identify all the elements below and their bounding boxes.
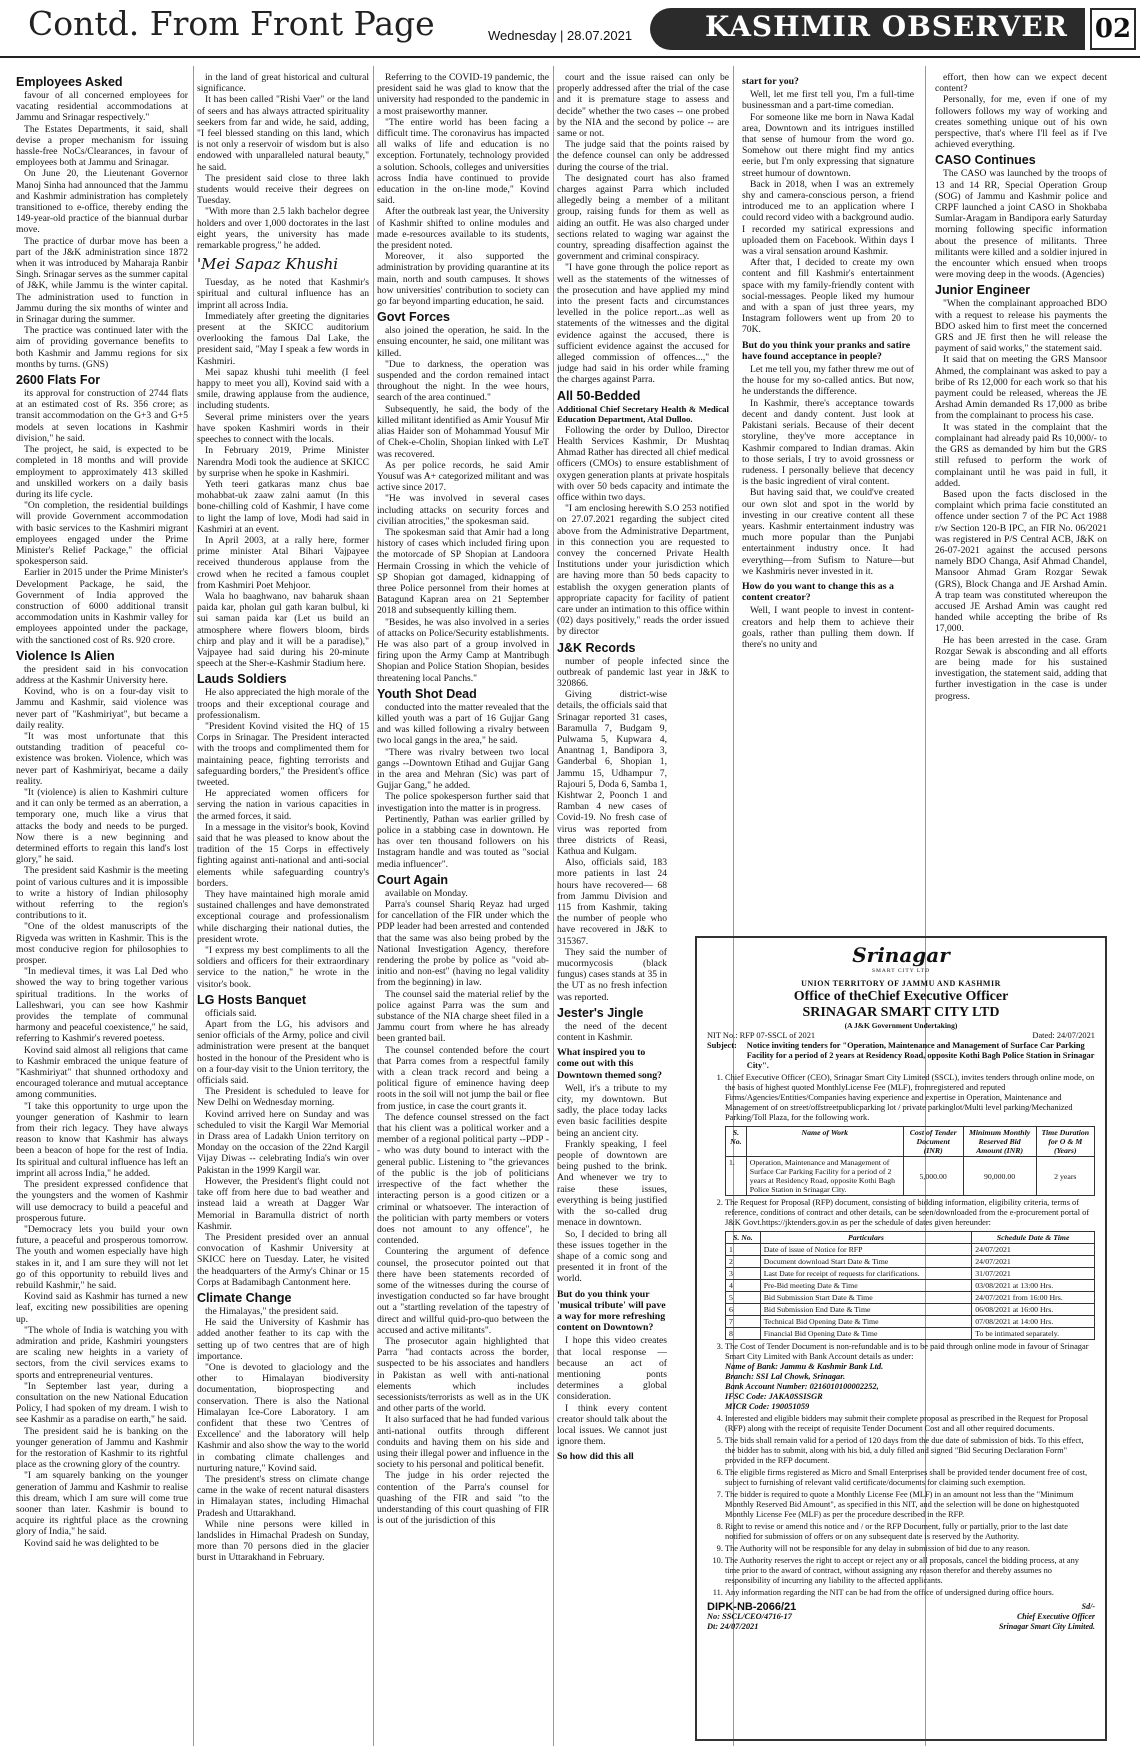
- page-number: 02: [1090, 8, 1136, 50]
- bank-ifsc: IFSC Code: JAKA0SSISGR: [725, 1392, 823, 1401]
- table-cell: 5: [726, 1292, 761, 1304]
- paragraph: the need of the decent content in Kashmir.: [557, 1020, 667, 1044]
- paragraph: Back in 2018, when I was an extremely shy and camera-conscious person, a friend introduced me to an application where I could record video with a background audio. I recorded my satirical expressions and uploaded them on Facebook. Within days I was a viral sensation around Kashmir.: [742, 178, 914, 258]
- headline: Climate Change: [197, 1290, 292, 1305]
- paragraph: Pertinently, Pathan was earlier grilled by police in a stabbing case in downtown. He has over ten thousand followers on his Instagram handle and was touted as "social media influencer".: [377, 813, 549, 870]
- paragraph: The president said he is banking on the younger generation of Jammu and Kashmir for the restoration of Kashmir to its rightful place as the crowning glory of the country.: [16, 1425, 188, 1471]
- headline: All 50-Bedded: [557, 388, 641, 403]
- paragraph: "I express my best compliments to all the soldiers and officers for their extraordinary service to the nation," he wrote in the visitor's book.: [197, 945, 369, 990]
- paragraph: number of people infected since the outbreak of pandemic last year in J&K to 320866.: [557, 655, 729, 689]
- dipk-number: DIPK-NB-2066/21: [707, 1601, 797, 1613]
- paragraph: "The entire world has been facing a difficult time. The coronavirus has impacted all walks of life and education is no exception. Fortunately, technology provided a solution. Schools, colleges and universities across India have continued to provide education in the on-line mode," Kovind said.: [377, 116, 549, 207]
- table-row: [726, 1268, 1095, 1280]
- paragraph: also joined the operation, he said. In the ensuing encounter, he said, one militant was killed.: [377, 325, 549, 359]
- table-cell: 7: [726, 1316, 761, 1328]
- paragraph: He said the University of Kashmir has added another feather to its cap with the setting up of two centres that are of high importance.: [197, 1317, 369, 1362]
- paragraph: "He was involved in several cases including attacks on security forces and civilian atrocities," the spokesman said.: [377, 493, 549, 527]
- paragraph: Yeth teeri gatkaras manz chus bae mohabbat-uk zaaw zalni aamut (In this bone-chilling cold of Kashmir, I have come to light the lamp of love, Modi had said in Kashmiri at an event.: [197, 478, 369, 535]
- paragraph: But having said that, we could've created our own slot and spot in the world by investing in our creative content all these years. Kashmir entertainment industry was much more popular than the Punjabi entertainment industry once. It had everything—from Sufism to Nature—but we Kashmiris never invested in it.: [742, 487, 914, 577]
- table-cell: 03/08/2021 at 13:00 Hrs.: [972, 1280, 1095, 1292]
- sd-mark: Sd/-: [1081, 1602, 1095, 1611]
- subject-line: [707, 1041, 1095, 1071]
- paragraph: Personally, for me, even if one of my followers follows my way of working and creates something unique out of his own perspective, that's where I'll feel as if I've achieved everything.: [935, 94, 1107, 151]
- paragraph: It also surfaced that he had funded various anti-national outfits through different conduits and having them on his side and using their illegal power and influence in the society to his personal and political benefit.: [377, 1414, 549, 1471]
- paragraph: Mei sapaz khushi tuhi meelith (I feel happy to meet you all), Kovind said with a smile, drawing applause from the audience, including students.: [197, 366, 369, 412]
- clause: 10. The Authority reserves the right to accept or reject any or all proposals, cancel the bidding process, at any time prior to the award of contract, without assigning any reason therefor and thereby assumes no responsibility of incurring any liability to the affected applicants.: [725, 1556, 1095, 1586]
- table-cell: 24/07/2021 from 16:00 Hrs.: [972, 1292, 1095, 1304]
- paragraph: "I have gone through the police report as well as the statements of the witnesses of the prosecution and have applied my mind into the present facts and circumstances levelled in the police report...as well as statements of the witnesses and the digital evidence against the accused, there is sufficient evidence against the accused for alleged commission of offences...," the judge had said in his order while framing the charges against Parra.: [557, 262, 729, 386]
- table-row: [726, 1256, 1095, 1268]
- subject-text: Notice inviting tenders for "Operation, Maintenance and Management of Surface Car Parking Facility for a period of 2 years at Residency Road, opposite Kothi Bagh Police Station in Srinagar City".: [746, 1041, 1095, 1070]
- table-cell: 1: [726, 1244, 761, 1256]
- paragraph: the president said in his convocation address at the Kashmir University here.: [16, 663, 188, 686]
- smart-city-logo: Srinagar: [852, 943, 950, 967]
- paragraph: In February 2019, Prime Minister Narendra Modi took the audience at SKICC by surprise when he spoke in Kashmiri.: [197, 445, 369, 479]
- article-column-1: [16, 72, 188, 1742]
- paragraph: As per police records, he said Amir Yousuf was A+ categorized militant and was active since 2017.: [377, 459, 549, 494]
- paragraph: He has been arrested in the case. Gram Rozgar Sewak is absconding and all efforts are being made for his sustained investigation, the statement said, adding that further investigation in the case is under progress.: [935, 634, 1107, 702]
- paragraph: They said the number of mucormycosis (black fungus) cases stands at 35 in the UT as no fresh infection was reported.: [557, 946, 667, 1003]
- paragraph: the Himalayas," the president said.: [205, 1305, 339, 1317]
- table-cell: 6: [726, 1304, 761, 1316]
- headline: Junior Engineer: [935, 283, 1031, 298]
- paragraph: "There was rivalry between two local gangs --Downtown Etihad and Gujjar Gang in the area and Mehran (Sic) was part of Gujjar Gang," he added.: [377, 746, 549, 792]
- table-header-row: [726, 1127, 1095, 1157]
- headline: CASO Continues: [935, 153, 1036, 168]
- paragraph: Immediately after greeting the dignitaries present at the SKICC auditorium overlooking the famous Dal Lake, the president said, "May I speak a few words in Kashmiri.: [197, 310, 369, 367]
- table-cell: 2: [726, 1256, 761, 1268]
- bank-account: Bank Account Number: 0216010100002252,: [725, 1382, 879, 1391]
- table-cell: Operation, Maintenance and Management of Surface Car Parking Facility for a period of 2 years at Residency Road, opposite Kothi Bagh Police Station in Srinagar City.: [746, 1157, 903, 1196]
- ad-footer: [707, 1602, 1095, 1632]
- paragraph: The counsel said the material relief by the police against Parra was the sum and substance of the NIA charge sheet filed in a Jammu court from where he has already been granted bail.: [377, 988, 549, 1045]
- page-header: [0, 0, 1140, 58]
- paragraph: Well, let me first tell you, I'm a full-time businessman and a part-time comedian.: [742, 89, 914, 112]
- clause: 11. Any information regarding the NIT can be had from the office of undersigned during office hours.: [725, 1588, 1095, 1598]
- section-title: Contd. From Front Page: [28, 4, 435, 43]
- paragraph: "One is devoted to glaciology and the other to Himalayan biodiversity documentation, bioprospecting and conservation. There is also the National Himalayan Ice-Core Laboratory. I am confident that these two 'Centres of Excellence' and the laboratory will help Kashmir and also show the way to the world in combating climate challenges and nurturing nature," Kovind said.: [197, 1361, 369, 1474]
- paragraph: In Kashmir, there's acceptance towards decent and dandy content. Just look at Pakistani serials. Because of their decent storyline, they've more acceptance in Kashmir compared to Indian dramas. Akin to those serials, I try to avoid grossness or rudeness. I personally believe that decency is the basic ingredient of viral content.: [742, 397, 914, 488]
- paragraph: "President Kovind visited the HQ of 15 Corps in Srinagar. The President interacted with the troops and complimented them for maintaining peace, fighting terrorists and safeguarding borders," the President's office tweeted.: [197, 720, 369, 788]
- paragraph: Kovind said as Kashmir has turned a new leaf, exciting new possibilities are opening up.: [16, 1291, 188, 1325]
- paragraph: It has been called "Rishi Vaer" or the land of seers and has always attracted spirituality seekers from far and wide, he said, adding, "I feel blessed standing on this land, which is not only a reservoir of wisdom but is also endowed with unparalleled natural beauty," he said.: [197, 94, 369, 173]
- paragraph: available on Monday.: [385, 887, 468, 899]
- ref-date: Dt: 24/07/2021: [707, 1622, 759, 1631]
- headline: 2600 Flats For: [16, 373, 101, 388]
- paragraph: Well, I want people to invest in content-creators and help them to achieve their goals, rather than pulling them down. If there's no unity and: [742, 605, 914, 650]
- table-cell: 1.: [726, 1157, 747, 1196]
- table-header-row: [726, 1232, 1095, 1244]
- signatory-org: Srinagar Smart City Limited.: [998, 1622, 1095, 1631]
- paragraph: conducted into the matter revealed that the killed youth was a part of 16 Gujjar Gang and was killed following a rivalry between two local gangs in the area," he said.: [377, 701, 549, 747]
- paragraph: It was stated in the complaint that the complainant had already paid Rs 10,000/- to the GRS as demanded by him but the GRS still refused to perform the work of complainant until he was paid in full, it added.: [935, 421, 1107, 489]
- paragraph: "I take this opportunity to urge upon the younger generation of Kashmir to learn from their rich legacy. They have always reason to know that Kashmir has always been a beacon of hope for the rest of India. Its spiritual and cultural influence has left an imprint all across India," he added.: [16, 1100, 188, 1179]
- paragraph: Moreover, it also supported the administration by providing quarantine at its main, north and south campuses. It shows how universities' contribution to society can go far beyond imparting education, he said.: [377, 251, 549, 308]
- paragraph: The President presided over an annual convocation of Kashmir University at SKICC here on Tuesday. Later, he visited the headquarters of the Army's Chinar or 15 Corps at Badamibagh Cantonment here.: [197, 1231, 369, 1288]
- headline: 'Mei Sapaz Khushi: [197, 255, 339, 274]
- paragraph: The police spokesperson further said that investigation into the matter is in progress.: [377, 791, 549, 814]
- headline: Violence Is Alien: [16, 648, 115, 663]
- paragraph: Let me tell you, my father threw me out of the house for my so-called antics. But now, he understands the difference.: [742, 364, 914, 398]
- headline: Youth Shot Dead: [377, 686, 477, 701]
- table-cell: 5,000.00: [903, 1157, 963, 1196]
- ref-number: No: SSCL/CEO/4716-17: [707, 1612, 792, 1621]
- article-column-5: [742, 72, 914, 927]
- paragraph: The Estates Departments, it said, shall devise a proper mechanism for issuing hassle-free NoCs/Clearances, in favour of employees both at Jammu and Srinagar.: [16, 123, 188, 169]
- paragraph: The president said close to three lakh students would receive their degrees on Tuesday.: [197, 172, 369, 207]
- table-cell: 3: [726, 1268, 761, 1280]
- paragraph: "In medieval times, it was Lal Ded who showed the way to bring together various spiritual traditions. In the works of Lalleshwari, you can see how Kashmir provides the template of communal harmony and peaceful coexistence," he said, referring to Kashmir's revered poetess.: [16, 966, 188, 1045]
- column-divider: [193, 66, 194, 1746]
- headline: Employees Asked: [16, 75, 123, 89]
- paragraph: The practice of durbar move has been a part of the J&K administration since 1872 when it was introduced by Maharaja Ranbir Singh. Srinagar serves as the summer capital of J&K, while Jammu is the winter capital. The administration used to function in Jammu during the six months of winter and in Srinagar during the summer.: [16, 235, 188, 326]
- signatory-title: Chief Executive Officer: [1016, 1612, 1095, 1621]
- table-cell: Pre-Bid meeting Date & Time: [760, 1280, 972, 1292]
- signature-block: [999, 1602, 1095, 1632]
- column-header: Cost of Tender Document (INR): [903, 1127, 963, 1157]
- paragraph: Subsequently, he said, the body of the killed militant identified as Amir Yousuf Mir alias Haider son of Mohammad Yousuf Mir of Chek-e-Cholin, Shopian linked with LeT was recovered.: [377, 403, 549, 460]
- paragraph: After the outbreak last year, the University of Kashmir shifted to online modules and made e-resources available to its students, the president noted.: [377, 206, 549, 252]
- paragraph: "It was most unfortunate that this outstanding tradition of peaceful co-existence was broken. Violence, which was never part of Kashmiriyat, became a daily reality.: [16, 730, 188, 787]
- interview-question: What inspired you to come out with this Downtown themed song?: [557, 1047, 663, 1081]
- clause: 4. Interested and eligible bidders may submit their complete proposal as prescribed in the Request for Proposal (RFP) along with the receipt of requisite Tender Document Cost and all other required documents.: [725, 1414, 1095, 1434]
- clause: 5. The bids shall remain valid for a period of 120 days from the due date of submission of bids. To this effect, the bidder has to submit, along with his bid, a duly filled and signed "Bid Securing Declaration Form" provided in the RFP document.: [725, 1436, 1095, 1466]
- clause: 9. The Authority will not be responsible for any delay in submission of bid due to any reason.: [725, 1544, 1095, 1554]
- paragraph: Kovind said almost all religions that came to Kashmir embraced the unique feature of "Kashmiriyat" that shunned orthodoxy and encouraged tolerance and mutual acceptance among communities.: [16, 1044, 188, 1101]
- table-cell: Bid Submission End Date & Time: [760, 1304, 972, 1316]
- table-cell: To be intimated separately.: [972, 1328, 1095, 1340]
- paragraph: I hope this video creates that local response — because an act of mentioning ponts determines a global consideration.: [557, 1335, 667, 1403]
- office-title: Office of theChief Executive Officer: [793, 989, 1009, 1004]
- paragraph: Based upon the facts disclosed in the complaint which prima facie constituted an offence under section 7 of the PC Act 1988 r/w Section 120-B IPC, an FIR No. 06/2021 was registered in P/S Central ACB, J&K on 26-07-2021 against the accused persons namely BDO Changa, Asif Ahmad Chandel, Mansoor Ahmad Gram Rozgar Sewak (GRS), Block Changa and JE Arshad Amin. A trap team was constituted whereupon the accused JE Arshad Amin was caught red handed while accepting the bribe of Rs 17,000.: [935, 488, 1107, 635]
- paragraph: Countering the argument of defence counsel, the prosecutor pointed out that there have been statements recorded of some of the witnesses during the course of investigation conducted so far have brought out a "startling revelation of the tapestry of direct and willful quid-pro-quo between the accused and active militants".: [377, 1246, 549, 1336]
- table-cell: Date of issue of Notice for RFP: [760, 1244, 972, 1256]
- company-title: SRINAGAR SMART CITY LTD: [802, 1005, 1000, 1020]
- paragraph: He appreciated women officers for serving the nation in various capacities in the armed forces, it said.: [197, 788, 369, 822]
- nit-date: Dated: 24/07/2021: [1032, 1031, 1095, 1040]
- paragraph: The CASO was launched by the troops of 13 and 14 RR, Special Operation Group (SOG) of Jammu and Kashmir police and CRPF launched a joint CASO in Shokbaba Sumlar-Aragam in Bandipora early Saturday morning following specific information about the presence of militants. Three militants were killed and a soldier injured in the encounter which ensued when troops were moving deep in the woods. (Agencies): [935, 168, 1107, 281]
- clause-text: Chief Executive Officer (CEO), Srinagar Smart City Limited (SSCL), invites tenders through online mode, on the basis of highest quoted MonthlyLicense Fee (MLF), fromregistered and reputed Firms/Agencies/Entities/Companies having experience and expertise in Operation, Maintenance and Management of on street/offstreetpublicparking lot / private parkinglot/Multi level parking/Mechanized Parking/Toll Plaza, for the following work.: [725, 1073, 1095, 1122]
- logo-subtitle: SMART CITY LTD: [871, 968, 931, 974]
- column-header: Time Duration for O & M (Years): [1036, 1127, 1094, 1157]
- bank-branch: Branch: SSI Lal Chowk, Srinagar.: [725, 1372, 846, 1381]
- ut-heading: UNION TERRITORY OF JAMMU AND KASHMIR: [801, 979, 1001, 988]
- work-table: [725, 1126, 1095, 1196]
- table-cell: 24/07/2021: [972, 1256, 1095, 1268]
- table-row: [726, 1157, 1095, 1196]
- paragraph: Apart from the LG, his advisors and senior officials of the Army, police and civil administration were present at the banquet hosted in the honour of the President who is on a four-day visit to the Union territory, the officials said.: [197, 1019, 369, 1087]
- nit-line: [707, 1031, 1095, 1041]
- table-cell: 4: [726, 1280, 761, 1292]
- table-cell: 07/08/2021 at 14:00 Hrs.: [972, 1316, 1095, 1328]
- column-header: S. No.: [726, 1127, 747, 1157]
- table-row: [726, 1280, 1095, 1292]
- headline: Lauds Soldiers: [197, 672, 287, 687]
- table-cell: Financial Bid Opening Date & Time: [760, 1328, 972, 1340]
- nit-number: NIT No.: RFP 07-SSCL of 2021: [707, 1031, 816, 1040]
- clause-text: The Cost of Tender Document is non-refundable and is to be paid through online mode in favour of Srinagar Smart City Limited with Bank Account details as under:: [725, 1342, 1089, 1361]
- bank-micr: MICR Code: 190051059: [725, 1402, 810, 1411]
- paragraph: "Besides, he was also involved in a series of attacks on Police/Security establishments. He was also part of a group involved in firing upon the Army Camp at Mantribugh Shopian and Police Station Shopian, besides threatening local Panchs.": [377, 616, 549, 684]
- paragraph: effort, then how can we expect decent content?: [935, 72, 1107, 95]
- interview-question: How do you want to change this as a content creator?: [742, 580, 894, 604]
- paragraph: So, I decided to bring all these issues together in the shape of a comic song and presented it in front of the world.: [557, 1228, 667, 1285]
- table-cell: Last Date for receipt of requests for clarifications.: [760, 1268, 972, 1280]
- paragraph: Frankly speaking, I feel people of downtown are being pushed to the brink. And whenever we try to raise these issues, everything is being justified with the so-called drug menace in downtown.: [557, 1138, 667, 1229]
- table-cell: 8: [726, 1328, 761, 1340]
- interview-question: But do you think your 'musical tribute' will pave a way for more refreshing content on Downtown?: [557, 1288, 666, 1334]
- paragraph: Wala ho baaghwano, nav baharuk shaan paida kar, pholan gul gath karan bulbul, ki sui saman paida kar (Let us build an atmosphere where flowers bloom, birds chirp and play and it will be a paradise)," Vajpayee had said during his 20-minute speech at the Sher-e-Kashmir Stadium here.: [197, 590, 369, 670]
- column-divider: [373, 66, 374, 1746]
- table-cell: 06/08/2021 at 16:00 Hrs.: [972, 1304, 1095, 1316]
- paragraph: "It (violence) is alien to Kashmiri culture and it can only be termed as an aberration, a temporary one, much like a virus that attacks the body and needs to be purged. Now there is a new beginning and determined efforts to regain this land's lost glory," he said.: [16, 786, 188, 866]
- table-row: [726, 1316, 1095, 1328]
- paragraph: The spokesman said that Amir had a long history of cases which included firing upon the motorcade of SP Shopian at Landoora Hermain Crossing in which the vehicle of SP Shopian got damaged, kidnapping of three Police personnel from their homes at Batagund Kapran area on 21 September 2018 and subsequently killing them.: [377, 526, 549, 617]
- footer-left: [707, 1602, 796, 1632]
- paragraph: Kovind arrived here on Sunday and was scheduled to visit the Kargil War Memorial in Drass area of Ladakh Union territory on Monday on the occasion of the 22nd Kargil Vijay Diwas -- celebrating India's win over Pakistan in the 1999 Kargil war.: [197, 1108, 369, 1176]
- paragraph: The judge in his order rejected the contention of the Parra's counsel for quashing of the FIR and said "to the understanding of this court quashing of FIR is out of the jurisdiction of this: [377, 1470, 549, 1527]
- paragraph: The president's stress on climate change came in the wake of recent natural disasters in Himalayan states, including Himachal Pradesh and Uttarakhand.: [197, 1473, 369, 1519]
- paragraph: "On completion, the residential buildings will provide Government accommodation with basic services to the Kashmiri migrant employees engaged under the Prime Minister's Relief Package," the official spokesperson said.: [16, 500, 188, 568]
- paragraph: The president said Kashmir is the meeting point of various cultures and it is impossible to write a history of Indian philosophy without referring to the region's contributions to it.: [16, 865, 188, 922]
- tender-clauses: [719, 1073, 1095, 1598]
- clause: [725, 1198, 1095, 1340]
- paragraph: The President is scheduled to leave for New Delhi on Wednesday morning.: [197, 1086, 369, 1109]
- paragraph: The president expressed confidence that the youngsters and the women of Kashmir will use democracy to build a peaceful and prosperous future.: [16, 1179, 188, 1224]
- paragraph: I think every content creator should talk about the local issues. We cannot just ignore them.: [557, 1402, 667, 1448]
- column-header: Minimum Monthly Reserved Bid Amount (INR): [963, 1127, 1036, 1157]
- headline: J&K Records: [557, 640, 636, 655]
- schedule-table: [725, 1231, 1095, 1340]
- paragraph: The designated court has also framed charges against Parra which included allegedly being a member of a militant group, raising funds for them as well as aiding an outfit. He was also charged under sections related to waging war against the country, spreading disaffection against the government and criminal conspiracy.: [557, 172, 729, 263]
- column-header: S. No.: [726, 1232, 761, 1244]
- interview-question: But do you think your pranks and satire have found acceptance in people?: [742, 339, 911, 362]
- paragraph: He also appreciated the high morale of the troops and their exceptional courage and professionalism.: [197, 687, 369, 721]
- paragraph: court and the issue raised can only be properly addressed after the trial of the case and it is premature stage to assess and decide" whether the two cases -- one probed by the NIA and the second by police -- are same or not.: [557, 72, 729, 140]
- paragraph: Following the order by Dulloo, Director Health Services Kashmir, Dr Mushtaq Ahmad Rather has directed all chief medical officers (CMOs) to ensure establishment of oxygen generation plants at private hospitals with over 50 beds capacity and intimate the office within two days.: [557, 424, 729, 503]
- bank-name: Name of Bank: Jammu & Kashmir Bank Ltd.: [725, 1362, 884, 1371]
- subject-label: Subject:: [707, 1041, 737, 1050]
- paragraph: The prosecutor again highlighted that Parra "had contacts across the border, suspected to be his associates and handlers in Pakistan as well with anti-national elements which includes secessionists/terrorists as well as in the UK and other parts of the world.: [377, 1335, 549, 1415]
- paragraph: After that, I decided to create my own content and fill Kashmir's entertainment space with my family-friendly content with social-messages. People liked my humour and with a span of just three years, my Instagram followers went up from 20 to 70K.: [742, 257, 914, 336]
- table-row: [726, 1292, 1095, 1304]
- paragraph: Also, officials said, 183 more patients in last 24 hours have recovered— 68 from Jammu Division and 115 from Kashmir, taking the number of people who have recovered in J&K to 315367.: [557, 857, 667, 947]
- tender-advertisement: [695, 936, 1107, 1741]
- paragraph: "In September last year, during a consultation on the new National Education Policy, I had spoken of my dream. I wish to see Kashmir as a paradise on earth," he said.: [16, 1380, 188, 1426]
- paragraph: While nine persons were killed in landslides in Himachal Pradesh on Sunday, more than 70 persons died in the glacier burst in Uttarakhand in February.: [197, 1518, 369, 1564]
- paragraph: "I am squarely banking on the younger generation of Jammu and Kashmir to realise this dream, which I am sure will come true sooner than later. Kashmir is bound to acquire its rightful place as the crowning glory of India," he said.: [16, 1470, 188, 1538]
- paragraph: Earlier in 2015 under the Prime Minister's Development Package, he said, the Government of India approved the construction of 6000 additional transit accommodation units in Kashmir valley for employees appointed under the package, with the sanctioned cost of Rs. 920 crore.: [16, 567, 188, 646]
- paragraph: The project, he said, is expected to be completed in 18 months and will provide employment to approximately 413 skilled and unskilled workers on a daily basis during its life cycle.: [16, 444, 188, 500]
- article-column-3: [377, 72, 549, 1742]
- paragraph: The judge said that the points raised by the defence counsel can only be addressed during the course of the trial.: [557, 139, 729, 173]
- paragraph: "I am enclosing herewith S.O 253 notified on 27.07.2021 regarding the subject cited above from the Administrative Department, in this connection you are requested to convey the concerned Private Health Institutions under your jurisdiction which are having more than 50 beds capacity to establish the oxygen generation plants of appropriate capacity for facility of patient care under an intimation to this office within (02) days positively," reads the order issued by director: [557, 503, 729, 638]
- paragraph: The defence counsel stressed on the fact that his client was a political worker and a member of a regional political party --PDP -- who was duty bound to interact with the general public. Listening to "the grievances of the public is the job of politicians irrespective of the fact whether the interacting person is a good citizen or a criminal or whatsoever. The interaction of the politician with party members or voters does not amount to any offence", he contended.: [377, 1111, 549, 1247]
- table-cell: Document download Start Date & Time: [760, 1256, 972, 1268]
- interview-question: start for you?: [742, 76, 799, 87]
- paragraph: On June 20, the Lieutenant Governor Manoj Sinha had announced that the Jammu and Kashmir administration has completely transitioned to e-office, thereby ending the 149-year-old practice of the biannual durbar move.: [16, 168, 188, 236]
- paragraph: "Due to darkness, the operation was suspended and the cordon remained intact throughout the night. In the wee hours, search of the area continued.": [377, 358, 549, 404]
- paragraph: in the land of great historical and cultural significance.: [197, 72, 369, 95]
- paragraph: Referring to the COVID-19 pandemic, the president said he was glad to know that the university had responded to the pandemic in a most praiseworthy manner.: [377, 72, 549, 117]
- headline: LG Hosts Banquet: [197, 992, 307, 1007]
- clause: 6. The eligible firms registered as Micro and Small Enterprises shall be provided tender document free of cost, subject to furnishing of relevant valid certificate/documents for claiming such exemption.: [725, 1468, 1095, 1488]
- paragraph: However, the President's flight could not take off from here due to bad weather and instead laid a wreath at Dagger War Memorial in Baramulla district of north Kashmir.: [197, 1175, 369, 1232]
- paragraph: Tuesday, as he noted that Kashmir's spiritual and cultural influence has an imprint all across India.: [197, 277, 369, 311]
- headline: Court Again: [377, 872, 449, 887]
- paragraph: "When the complainant approached BDO with a request to release his payments the BDO asked him to first meet the concerned GRS and JE first then he will release the payment of said works," the statement said.: [935, 298, 1107, 355]
- paragraph: Several prime ministers over the years have spoken Kashmiri words in their speeches to connect with the locals.: [197, 411, 369, 446]
- paragraph: officials said.: [205, 1007, 257, 1019]
- undertaking-note: (A J&K Government Undertaking): [844, 1021, 958, 1030]
- column-header: Schedule Date & Time: [972, 1232, 1095, 1244]
- table-row: [726, 1328, 1095, 1340]
- paragraph: "With more than 2.5 lakh bachelor degree holders and over 1,000 doctorates in the last eight years, the university has made remarkable progress," he added.: [197, 206, 369, 252]
- column-divider: [553, 66, 554, 1746]
- paragraph: They have maintained high morale amid sustained challenges and have demonstrated exceptional courage and professionalism while discharging their national duties, the president wrote.: [197, 889, 369, 945]
- table-cell: Bid Submission Start Date & Time: [760, 1292, 972, 1304]
- paragraph: Kovind said he was delighted to be: [24, 1537, 159, 1549]
- table-cell: Technical Bid Opening Date & Time: [760, 1316, 972, 1328]
- paragraph: The counsel contended before the court that Parra comes from a respectful family with a clean track record and being a political figure of eminence having deep roots in the soil will not jump the bail or flee from justice, in case the court grants it.: [377, 1044, 549, 1112]
- interview-question: So how did this all: [557, 1451, 634, 1463]
- paragraph: For someone like me born in Nawa Kadal area, Downtown and its intrigues instilled that sense of humour from the word go. Somehow out there might find my antics eerie, but I'm only expressing that signature street humour of downtown.: [742, 111, 914, 179]
- table-cell: 2 years: [1036, 1157, 1094, 1196]
- paragraph: Well, it's a tribute to my city, my downtown. But sadly, the place today lacks even basic facilities despite being an ancient city.: [557, 1082, 667, 1139]
- paragraph: Giving district-wise details, the officials said that Srinagar reported 31 cases, Baramulla 7, Budgam 9, Pulwama 5, Kupwara 4, Anantnag 1, Bandipora 3, Ganderbal 6, Shopian 1, Jammu 15, Udhampur 7, Rajouri 5, Doda 6, Samba 1, Kishtwar 2, Poonch 1 and Ramban 4 new cases of Covid-19. No fresh case of virus was reported from three districts of Reasi, Kathua and Kulgam.: [557, 689, 667, 857]
- subhead: Additional Chief Secretary Health & Medical Education Department, Atal Dulloo.: [557, 403, 729, 425]
- clause: [725, 1342, 1095, 1412]
- paragraph: favour of all concerned employees for vacating residential accommodations at Jammu and Srinagar respectively.": [16, 90, 188, 124]
- paragraph: Parra's counsel Shariq Reyaz had urged for cancellation of the FIR under which the PDP leader had been arrested and contended that the same was also being probed by the National Investigation Agency, therefore rendering the probe by police as "void ab-initio and non-est" (having no legal validity from the beginning) in law.: [377, 899, 549, 989]
- table-cell: 90,000.00: [963, 1157, 1036, 1196]
- paragraph: "The whole of India is watching you with admiration and pride, Kashmiri youngsters are scaling new heights in a variety of sectors, from the civil services exams to sports and entrepreneurial ventures.: [16, 1324, 188, 1381]
- clause: [725, 1073, 1095, 1196]
- paragraph: "Democracy lets you build your own future, a peaceful and prosperous tomorrow. The youth and women especially have high stakes in it, and I am sure they will not let go of this opportunity to rebuild lives and rebuild Kashmir," he said.: [16, 1223, 188, 1291]
- paragraph: It said that on meeting the GRS Mansoor Ahmed, the complainant was asked to pay a bribe of Rs 12,000 for each work so that his payment could be released, whereas the JE Arshad Amin demanded Rs 17,000 as bribe from the complainant to process his case.: [935, 354, 1107, 422]
- bank-details: [725, 1362, 1095, 1412]
- column-header: Particulars: [760, 1232, 972, 1244]
- issue-date: Wednesday | 28.07.2021: [488, 28, 633, 43]
- table-cell: 24/07/2021: [972, 1244, 1095, 1256]
- clause: 8. Right to revise or amend this notice and / or the RFP Document, fully or partially, prior to the last date notified for submission of offers or on any subsequent date is reserved by the Authority.: [725, 1522, 1095, 1542]
- column-header: Name of Work: [746, 1127, 903, 1157]
- paper-name: KASHMIR OBSERVER: [705, 10, 1068, 43]
- article-column-2: [197, 72, 369, 1742]
- article-column-6: [935, 72, 1107, 927]
- headline: Jester's Jingle: [557, 1005, 644, 1020]
- paragraph: Kovind, who is on a four-day visit to Jammu and Kashmir, said violence was never part of "Kashmiriyat", but became a daily reality.: [16, 686, 188, 731]
- paragraph: In a message in the visitor's book, Kovind said that he was pleased to know about the tradition of the 15 Corps in effectively fighting against anti-national and anti-social elements while safeguarding country's borders.: [197, 821, 369, 889]
- paragraph: The practice was continued later with the aim of providing governance benefits to both Kashmir and Jammu regions for six months by turns. (GNS): [16, 325, 188, 370]
- table-row: [726, 1304, 1095, 1316]
- narrow-text-block: [557, 689, 667, 1462]
- paragraph: In April 2003, at a rally here, former prime minister Atal Bihari Vajpayee received thunderous applause from the crowd when he recited a famous couplet from Kashmiri Poet Mehjoor.: [197, 534, 369, 591]
- table-cell: 31/07/2021: [972, 1268, 1095, 1280]
- table-row: [726, 1244, 1095, 1256]
- clause: 7. The bidder is required to quote a Monthly License Fee (MLF) in an amount not less than the "Minimum Monthly Reserved Bid Amount", as specified in this NIT, and the selection will be done on highestquoted Monthly License Fee (MLF) as per the procedure described in the RFP.: [725, 1490, 1095, 1520]
- headline: Govt Forces: [377, 310, 450, 325]
- paragraph: its approval for construction of 2744 flats at an estimated cost of Rs. 356 crore; as transit accommodation on the G+3 and G+5 models at seven locations in Kashmir division," he said.: [16, 388, 188, 444]
- clause-text: The Request for Proposal (RFP) document, consisting of bidding information, eligibility criteria, terms of reference, conditions of contract and other details, can be seen/downloaded from the e-procurement portal of J&K Govt.https://jktenders.gov.in as per the schedule of dates given hereunder:: [725, 1198, 1090, 1227]
- paragraph: "One of the oldest manuscripts of the Rigveda was written in Kashmir. This is the most conducive region for philosophies to prosper.: [16, 921, 188, 967]
